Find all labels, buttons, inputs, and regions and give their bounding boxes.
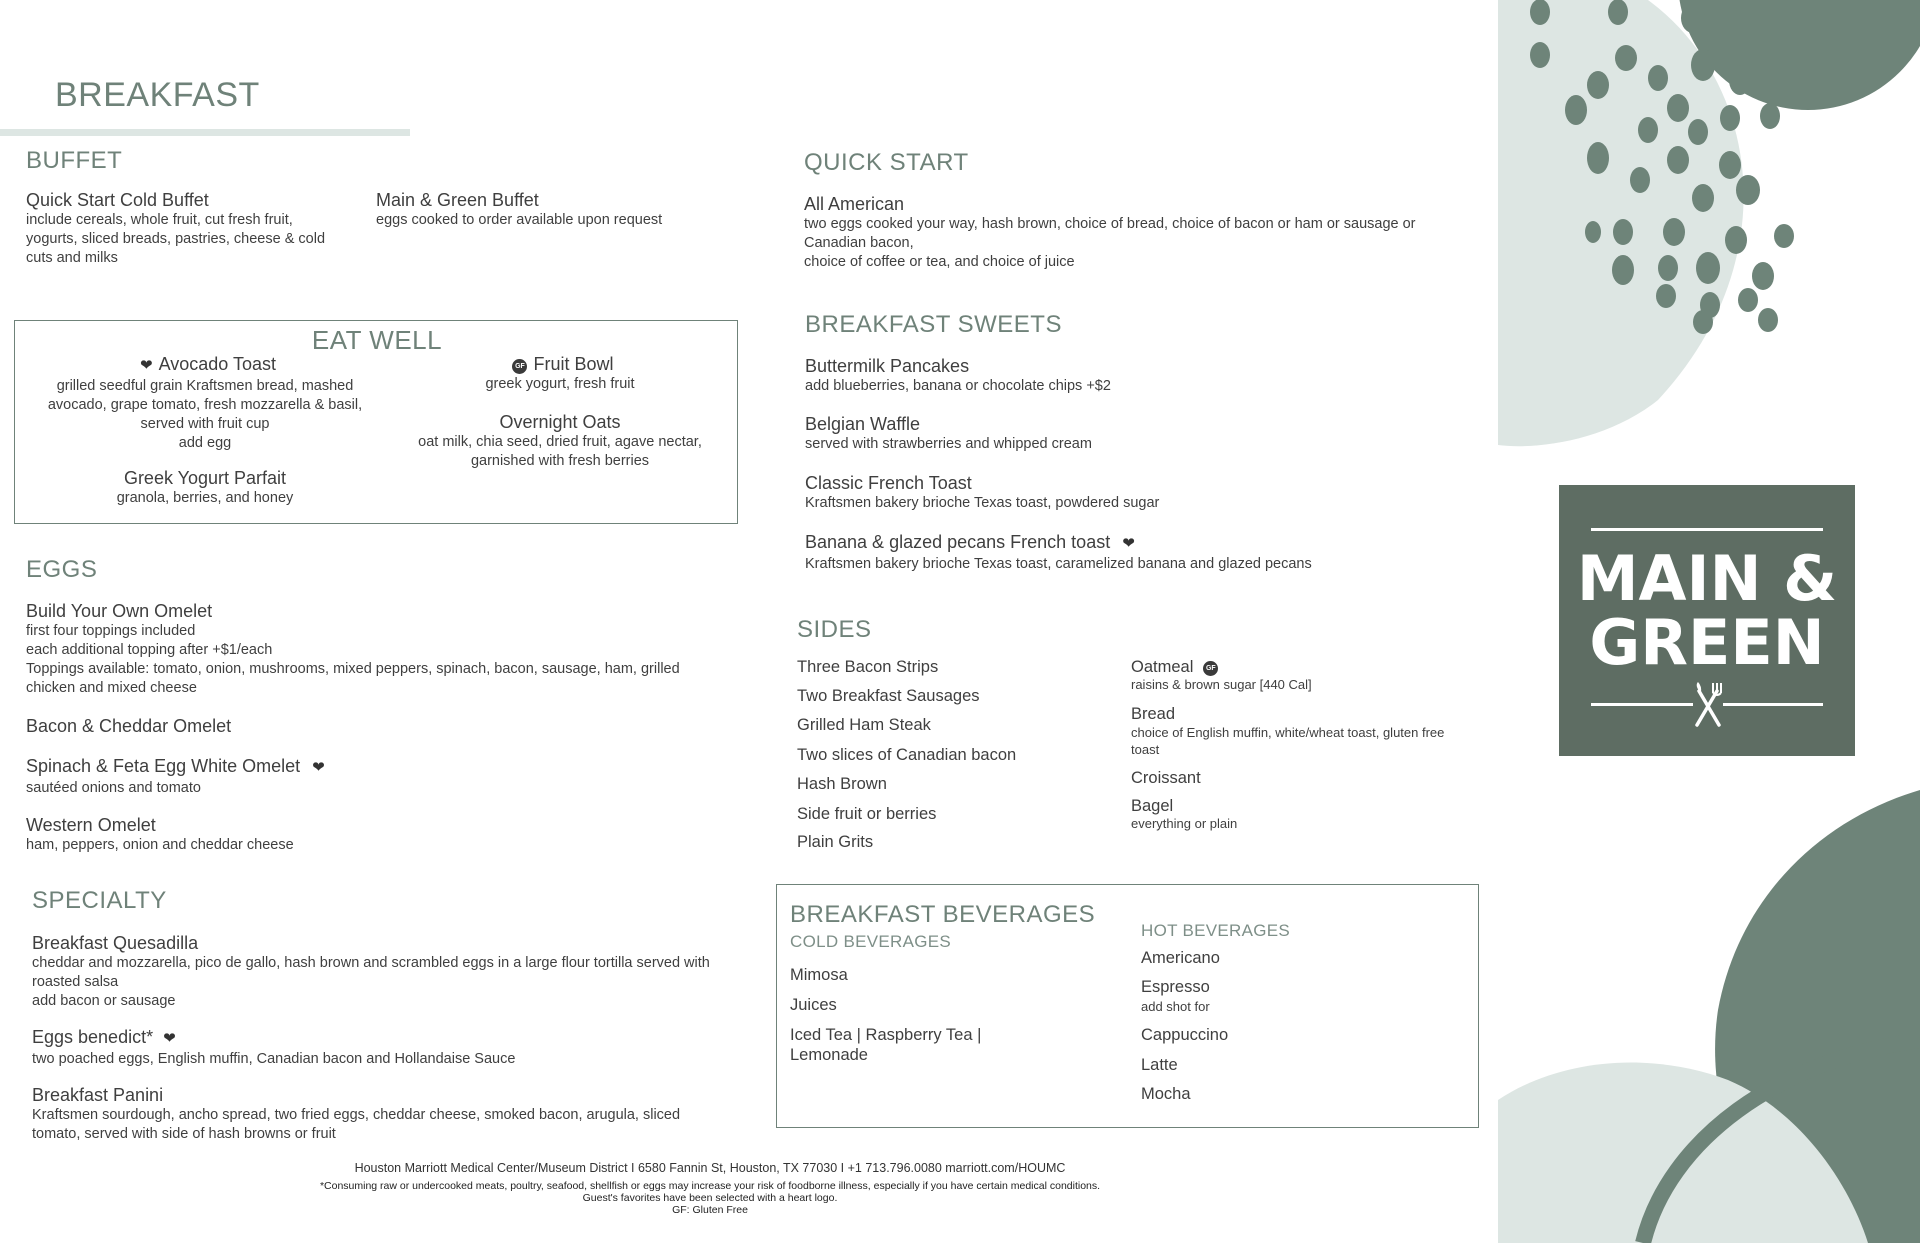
eat-well-box	[14, 320, 738, 524]
item-description: choice of English muffin, white/wheat toast, gluten free toast	[1131, 725, 1445, 757]
side-item: Three Bacon Strips	[797, 658, 939, 676]
bacon-cheddar-omelet-name: Bacon & Cheddar Omelet	[26, 716, 232, 736]
item-description: everything or plain	[1131, 816, 1238, 831]
side-item: Hash Brown	[797, 775, 887, 793]
espresso-item	[1141, 977, 1361, 1016]
item-description: raisins & brown sugar [440 Cal]	[1131, 677, 1312, 692]
side-item: Grilled Ham Steak	[797, 716, 931, 734]
item-name-row	[395, 353, 725, 375]
logo-line-2: GREEN	[1589, 606, 1825, 679]
item-line: Toppings available: tomato, onion, mushrooms, mixed peppers, spinach, bacon, sausage, ham, grilled chicken and mixed cheese	[26, 661, 680, 696]
cold-beverages-list	[790, 965, 1010, 1065]
item-description: Kraftsmen bakery brioche Texas toast, caramelized banana and glazed pecans	[805, 556, 1312, 572]
spinach-feta-omelet-item	[26, 755, 726, 798]
item-name: Classic French Toast	[805, 473, 972, 493]
item-name: Eggs benedict*	[32, 1027, 154, 1047]
footer-heart-note: Guest's favorites have been selected with a heart logo.	[582, 1192, 838, 1204]
heart-icon: ❤	[140, 357, 153, 374]
oatmeal-item	[1131, 657, 1451, 693]
item-description: two poached eggs, English muffin, Canadian bacon and Hollandaise Sauce	[32, 1051, 516, 1067]
logo-bottom-rule-left	[1591, 703, 1693, 706]
item-description: eggs cooked to order available upon request	[376, 212, 663, 228]
beverage-item: Mocha	[1141, 1085, 1191, 1103]
item-name: All American	[804, 194, 905, 214]
quick-start-heading: QUICK START	[804, 149, 969, 176]
croissant-name: Croissant	[1131, 769, 1201, 787]
footer	[150, 1161, 1270, 1216]
build-your-own-omelet-item	[26, 600, 726, 698]
item-description: include cereals, whole fruit, cut fresh fruit, yogurts, sliced breads, pastries, cheese & cold cuts and milks	[26, 212, 326, 266]
item-name: Quick Start Cold Buffet	[26, 190, 209, 210]
bread-item	[1131, 704, 1451, 758]
fruit-bowl-item	[395, 353, 725, 394]
western-omelet-item	[26, 814, 726, 855]
buttermilk-pancakes-item	[805, 355, 1425, 396]
sides-heading: SIDES	[797, 616, 872, 643]
item-extra: add egg	[178, 435, 232, 451]
item-description: ham, peppers, onion and cheddar cheese	[26, 837, 294, 853]
beverage-item: Iced Tea | Raspberry Tea | Lemonade	[790, 1026, 982, 1064]
footer-address: Houston Marriott Medical Center/Museum District I 6580 Fannin St, Houston, TX 77030 I +1 713.796.0080 marriott.com/HOUMC	[354, 1161, 1066, 1175]
item-name: Oatmeal	[1131, 658, 1194, 676]
side-item: Side fruit or berries	[797, 805, 937, 823]
brand-logo	[1559, 485, 1855, 756]
classic-french-toast-item	[805, 472, 1425, 513]
item-description: served with strawberries and whipped cream	[805, 436, 1092, 452]
title-underline	[0, 129, 410, 136]
eggs-benedict-item	[32, 1026, 712, 1069]
item-name: Espresso	[1141, 978, 1210, 996]
greek-yogurt-parfait-item	[35, 467, 375, 508]
beverage-item: Mimosa	[790, 966, 848, 984]
eat-well-heading: EAT WELL	[311, 325, 443, 355]
breakfast-panini-item	[32, 1084, 712, 1144]
item-name-row	[32, 1026, 712, 1050]
item-name-row	[805, 531, 1425, 555]
item-description: sautéed onions and tomato	[26, 780, 201, 796]
breakfast-beverages-box	[776, 884, 1479, 1128]
specialty-heading: SPECIALTY	[32, 887, 167, 914]
page-title: BREAKFAST	[55, 76, 260, 114]
item-extra: add bacon or sausage	[32, 993, 176, 1009]
logo-line-1: MAIN &	[1576, 542, 1838, 615]
footer-disclaimer: *Consuming raw or undercooked meats, poultry, seafood, shellfish or eggs may increase your risk of foodborne illness, especially if you have certain medical conditions.	[319, 1180, 1101, 1192]
logo-bottom-rule-right	[1723, 703, 1823, 706]
item-description: add shot for	[1141, 999, 1210, 1014]
side-item: Two Breakfast Sausages	[797, 687, 980, 705]
item-name: Spinach & Feta Egg White Omelet	[26, 756, 301, 776]
item-line: first four toppings included	[26, 623, 196, 639]
item-description: granola, berries, and honey	[116, 490, 294, 506]
item-name: Avocado Toast	[158, 354, 276, 374]
item-description: oat milk, chia seed, dried fruit, agave nectar, garnished with fresh berries	[418, 434, 702, 469]
item-description: Kraftsmen bakery brioche Texas toast, powdered sugar	[805, 495, 1160, 511]
item-name: Main & Green Buffet	[376, 190, 539, 210]
all-american-item	[804, 193, 1434, 272]
footer-gf-note: GF: Gluten Free	[672, 1204, 748, 1216]
heart-icon: ❤	[312, 759, 325, 776]
gluten-free-icon: GF	[512, 359, 527, 374]
breakfast-sweets-heading: BREAKFAST SWEETS	[805, 311, 1062, 338]
item-name-row	[35, 353, 375, 377]
cold-beverages-heading: COLD BEVERAGES	[790, 932, 952, 951]
item-name-row	[26, 755, 726, 779]
item-description: Kraftsmen sourdough, ancho spread, two fried eggs, cheddar cheese, smoked bacon, arugula, sliced tomato, served with side of hash browns or fruit	[32, 1107, 681, 1142]
item-name: Breakfast Quesadilla	[32, 933, 199, 953]
item-name: Banana & glazed pecans French toast	[805, 532, 1111, 552]
item-line: each additional topping after +$1/each	[26, 642, 273, 658]
side-item: Two slices of Canadian bacon	[797, 746, 1017, 764]
heart-icon: ❤	[1122, 535, 1135, 552]
buffet-heading: BUFFET	[26, 147, 123, 174]
item-line: two eggs cooked your way, hash brown, choice of bread, choice of bacon or ham or sausage or Canadian bacon,	[804, 216, 1416, 251]
item-line: choice of coffee or tea, and choice of juice	[804, 254, 1075, 270]
eggs-heading: EGGS	[26, 556, 98, 583]
item-name: Bread	[1131, 705, 1176, 723]
buffet-item-main-green	[376, 189, 716, 230]
item-description: grilled seedful grain Kraftsmen bread, mashed avocado, grape tomato, fresh mozzarella & basil, served with fruit cup	[47, 378, 363, 432]
sides-left-list	[797, 657, 1097, 860]
beverage-item: Juices	[790, 996, 837, 1014]
beverage-item-americano: Americano	[1141, 949, 1220, 967]
heart-icon: ❤	[163, 1030, 176, 1047]
beverage-item: Latte	[1141, 1056, 1178, 1074]
fork-knife-icon	[1693, 681, 1723, 727]
item-name: Breakfast Panini	[32, 1085, 164, 1105]
banana-french-toast-item	[805, 531, 1425, 574]
beverages-heading: BREAKFAST BEVERAGES	[790, 901, 1096, 928]
beverage-item: Cappuccino	[1141, 1026, 1229, 1044]
item-name: Bagel	[1131, 797, 1174, 815]
breakfast-quesadilla-item	[32, 932, 712, 1011]
gluten-free-icon: GF	[1203, 661, 1218, 676]
item-description: cheddar and mozzarella, pico de gallo, hash brown and scrambled eggs in a large flour tortilla served with roasted salsa	[32, 955, 710, 990]
item-name: Overnight Oats	[499, 412, 621, 432]
item-name: Western Omelet	[26, 815, 156, 835]
item-description: add blueberries, banana or chocolate chips +$2	[805, 378, 1111, 394]
item-name: Buttermilk Pancakes	[805, 356, 970, 376]
belgian-waffle-item	[805, 413, 1425, 454]
item-name: Build Your Own Omelet	[26, 601, 213, 621]
bagel-item	[1131, 796, 1451, 832]
logo-top-rule	[1591, 528, 1823, 531]
item-description: greek yogurt, fresh fruit	[485, 376, 635, 392]
item-name: Fruit Bowl	[533, 354, 614, 374]
side-item: Plain Grits	[797, 833, 874, 851]
hot-beverages-heading: HOT BEVERAGES	[1141, 921, 1291, 940]
overnight-oats-item	[395, 411, 725, 471]
avocado-toast-item	[35, 353, 375, 453]
item-name-row	[1131, 657, 1451, 677]
buffet-item-cold	[26, 189, 346, 268]
item-name: Greek Yogurt Parfait	[123, 468, 287, 488]
item-name: Belgian Waffle	[805, 414, 921, 434]
